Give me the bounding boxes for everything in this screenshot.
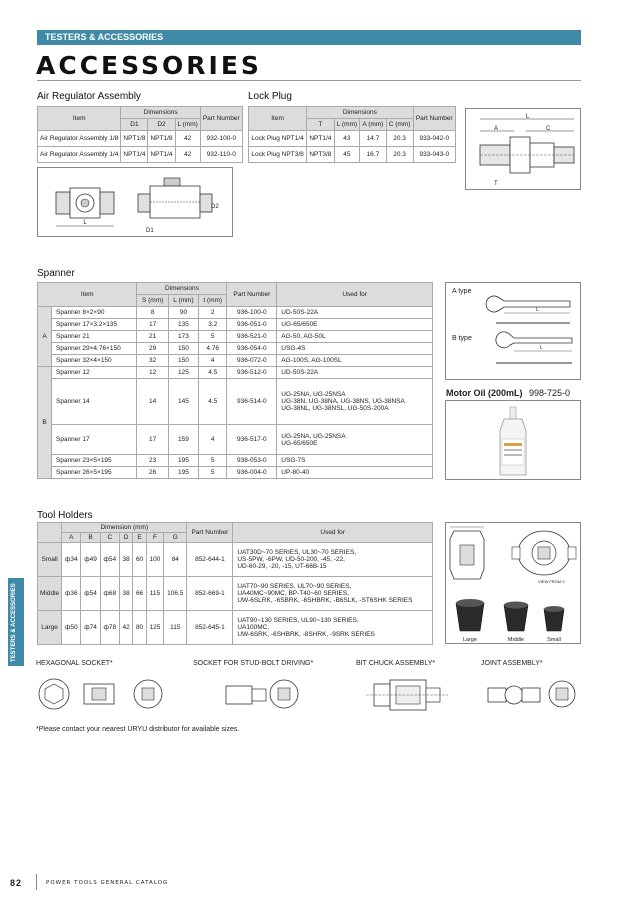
col-l: L (mm)	[334, 119, 360, 131]
col-dimensions: Dimensions	[307, 107, 413, 119]
col-dimensions: Dimensions	[121, 107, 200, 119]
cell-part: 936-100-0	[227, 307, 277, 319]
cell-part: 852-669-1	[187, 577, 233, 611]
tool-holders-title: Tool Holders	[37, 510, 93, 521]
table-row	[249, 131, 456, 147]
cell-part: 936-051-0	[227, 319, 277, 331]
side-tab-label: TESTERS & ACCESSORIES	[11, 583, 17, 662]
label-l: L	[526, 114, 530, 120]
bit-chuck-drawing	[366, 680, 448, 710]
label-middle: Middle	[507, 637, 525, 643]
cell-part: 852-644-1	[187, 543, 233, 577]
cell-used: USG-4S	[277, 343, 433, 355]
tool-holders-table	[37, 522, 433, 645]
cell-item: Spanner 26×5×195	[52, 467, 137, 479]
cell-used	[233, 611, 433, 645]
table-row	[38, 577, 433, 611]
cell-d2: NPT1/4	[148, 147, 175, 163]
cell-part: 936-054-0	[227, 343, 277, 355]
label-l: L	[83, 220, 87, 226]
cell-e: 60	[133, 543, 146, 577]
cell-used: AG-50, AG-50L	[277, 331, 433, 343]
cell-used	[233, 577, 433, 611]
cell-used: AG-100S, AG-100SL	[277, 355, 433, 367]
col-part: Part Number	[413, 107, 455, 131]
table-row	[38, 319, 433, 331]
col-size	[38, 523, 62, 543]
label-d2: D2	[211, 204, 219, 210]
col-c: C	[100, 533, 119, 543]
label-c: C	[546, 126, 551, 132]
col-f: F	[146, 533, 163, 543]
joint-title: JOINT ASSEMBLY*	[481, 660, 543, 667]
col-t: T	[307, 119, 334, 131]
label-l-b: L	[540, 345, 543, 351]
used-line: UW-6SLRK, -6SBRK, -6SHBRK, -B6SLK, -ST6SHK SERIES	[237, 597, 413, 604]
air-regulator-drawing-svg	[38, 168, 234, 238]
cell-used: UP-80-40	[277, 467, 433, 479]
col-used: Used for	[233, 523, 433, 543]
col-g: G	[164, 533, 187, 543]
cell-l: 45	[334, 147, 360, 163]
cell-part: 936-072-0	[227, 355, 277, 367]
stud-socket-drawing	[226, 680, 298, 708]
cell-s: 32	[137, 355, 168, 367]
air-regulator-drawing	[37, 167, 233, 237]
motor-oil-photo	[445, 400, 581, 480]
used-line: UD-60-29, -20, -15, UT-66B-15	[237, 563, 327, 570]
used-line: UAT90~130 SERIES, UL90~130 SERIES,	[237, 617, 359, 624]
col-part: Part Number	[187, 523, 233, 543]
used-line: UA100MC,	[237, 624, 270, 631]
hex-socket-drawing	[39, 679, 162, 709]
cell-f: 115	[146, 577, 163, 611]
col-a: A	[62, 533, 81, 543]
page-title: ACCESSORIES	[36, 51, 262, 80]
cell-size: Small	[38, 543, 62, 577]
label-b-type: B type	[452, 335, 472, 342]
table-row	[38, 543, 433, 577]
cell-part: 852-645-1	[187, 611, 233, 645]
table-row	[38, 611, 433, 645]
cell-b: ф74	[81, 611, 100, 645]
col-s: S (mm)	[137, 295, 168, 307]
used-line: UG-38N, UG-38NA, UG-38NS, UG-38NSA	[281, 398, 405, 405]
label-d1: D1	[146, 228, 154, 234]
table-row	[38, 379, 433, 425]
cell-part: 936-517-0	[227, 425, 277, 455]
cell-l: 159	[168, 425, 198, 455]
cell-l: 42	[175, 147, 200, 163]
cell-l: 135	[168, 319, 198, 331]
availability-note: *Please contact your nearest URYU distributor for available sizes.	[36, 726, 240, 733]
table-row	[38, 367, 433, 379]
lock-plug-title: Lock Plug	[248, 91, 292, 102]
label-small: Small	[547, 637, 561, 643]
lock-plug-table	[248, 106, 456, 163]
cell-item: Lock Plug NPT1/4	[249, 131, 307, 147]
used-line: UG-25NA, UG-25NSA	[281, 432, 346, 440]
air-regulator-table	[37, 106, 243, 163]
cell-used: USG-7S	[277, 455, 433, 467]
cell-s: 26	[137, 467, 168, 479]
cell-t: NPT1/4	[307, 131, 334, 147]
cell-a: ф50	[62, 611, 81, 645]
cell-item: Spanner 29×4.76×150	[52, 343, 137, 355]
cell-c: ф78	[100, 611, 119, 645]
label-large: Large	[462, 637, 478, 643]
cell-part: 932-100-0	[200, 131, 242, 147]
col-part: Part Number	[200, 107, 242, 131]
cell-f: 100	[146, 543, 163, 577]
cell-a: 16.7	[360, 147, 386, 163]
table-row	[38, 455, 433, 467]
cell-l: 125	[168, 367, 198, 379]
cell-a: ф36	[62, 577, 81, 611]
cell-l: 150	[168, 355, 198, 367]
cell-c: ф68	[100, 577, 119, 611]
cell-used	[233, 543, 433, 577]
table-row	[38, 355, 433, 367]
motor-oil-title: Motor Oil (200mL)	[446, 388, 523, 398]
table-row	[38, 425, 433, 455]
page-number: 82	[10, 878, 23, 888]
cell-item: Lock Plug NPT3/8	[249, 147, 307, 163]
cell-item: Spanner 8×2×90	[52, 307, 137, 319]
cell-s: 12	[137, 367, 168, 379]
cell-t: NPT3/8	[307, 147, 334, 163]
cell-s: 17	[137, 319, 168, 331]
cell-d1: NPT1/4	[121, 147, 148, 163]
used-line: UG-65/650E	[281, 439, 318, 447]
col-dimension: Dimension (mm)	[62, 523, 187, 533]
cell-d: 38	[119, 577, 132, 611]
lock-plug-drawing	[465, 108, 581, 190]
cell-part: 933-042-0	[413, 131, 455, 147]
table-row	[38, 147, 243, 163]
used-line: UA40MC~90MC, BP-T40~60 SERIES,	[237, 590, 349, 597]
cell-s: 21	[137, 331, 168, 343]
cell-part: 933-043-0	[413, 147, 455, 163]
table-row	[38, 467, 433, 479]
cell-item: Spanner 14	[52, 379, 137, 425]
col-item: Item	[38, 283, 137, 307]
cell-g: 84	[164, 543, 187, 577]
cell-t: 5	[199, 467, 227, 479]
cell-part: 936-512-0	[227, 367, 277, 379]
col-c: C (mm)	[386, 119, 413, 131]
motor-oil-heading	[446, 388, 570, 398]
cell-item: Air Regulator Assembly 1/4	[38, 147, 121, 163]
cell-used	[277, 379, 433, 425]
category-bar: TESTERS & ACCESSORIES	[37, 30, 581, 45]
cell-t: 4.5	[199, 367, 227, 379]
col-d: D	[119, 533, 132, 543]
col-part: Part Number	[227, 283, 277, 307]
spanner-table	[37, 282, 433, 479]
col-e: E	[133, 533, 146, 543]
cell-item: Air Regulator Assembly 1/8	[38, 131, 121, 147]
cell-l: 145	[168, 379, 198, 425]
table-row	[38, 343, 433, 355]
cell-item: Spanner 17	[52, 425, 137, 455]
table-row	[38, 307, 433, 319]
col-l: L (mm)	[168, 295, 198, 307]
used-line: US-5PW, -6PW, UD-50-200, -45, -22,	[237, 556, 345, 563]
motor-oil-part: 998-725-0	[529, 388, 571, 398]
cell-g: 106.5	[164, 577, 187, 611]
cell-item: Spanner 32×4×150	[52, 355, 137, 367]
cell-t: 3.2	[199, 319, 227, 331]
label-t: T	[494, 181, 498, 187]
cell-size: Large	[38, 611, 62, 645]
side-tab	[8, 578, 24, 666]
cell-used: UG-65/650E	[277, 319, 433, 331]
cell-c: ф54	[100, 543, 119, 577]
cell-d: 38	[119, 543, 132, 577]
footer-divider	[36, 874, 37, 890]
cell-part: 938-053-0	[227, 455, 277, 467]
hex-socket-title: HEXAGONAL SOCKET*	[36, 660, 113, 667]
cell-s: 14	[137, 379, 168, 425]
col-dimensions: Dimensions	[137, 283, 227, 295]
table-row	[249, 147, 456, 163]
cell-s: 29	[137, 343, 168, 355]
cell-used: UD-50S-22A	[277, 367, 433, 379]
cell-l: 195	[168, 467, 198, 479]
cell-l: 43	[334, 131, 360, 147]
cell-e: 66	[133, 577, 146, 611]
col-used: Used for	[277, 283, 433, 307]
cell-part: 932-110-0	[200, 147, 242, 163]
cell-f: 125	[146, 611, 163, 645]
label-a: A	[494, 126, 499, 132]
title-divider	[37, 80, 581, 81]
cell-l: 195	[168, 455, 198, 467]
used-line: UG-25NA, UG-25NSA	[281, 391, 346, 398]
col-item: Item	[38, 107, 121, 131]
table-row	[38, 131, 243, 147]
cell-s: 8	[137, 307, 168, 319]
col-l: L (mm)	[175, 119, 200, 131]
cell-a: ф34	[62, 543, 81, 577]
cell-t: 4	[199, 425, 227, 455]
cell-part: 936-521-0	[227, 331, 277, 343]
spanner-drawing	[445, 282, 581, 380]
air-regulator-title: Air Regulator Assembly	[37, 91, 141, 102]
cell-t: 2	[199, 307, 227, 319]
label-a-type: A type	[452, 288, 472, 295]
col-d2: D2	[148, 119, 175, 131]
used-line: UG-38NL, UG-38NSL, UG-50S-200A	[281, 405, 389, 412]
cell-d: 42	[119, 611, 132, 645]
spanner-title: Spanner	[37, 268, 75, 279]
cell-d1: NPT1/8	[121, 131, 148, 147]
cell-size: Middle	[38, 577, 62, 611]
cell-c: 20.3	[386, 147, 413, 163]
used-line: UW-6SRK, -6SHBRK, -8SHRK, -9SRK SERIES	[237, 631, 375, 638]
cell-t: 4.5	[199, 379, 227, 425]
footer-text: POWER TOOLS GENERAL CATALOG	[46, 880, 169, 886]
col-d1: D1	[121, 119, 148, 131]
cell-l: 90	[168, 307, 198, 319]
cell-item: Spanner 17×3.2×135	[52, 319, 137, 331]
table-row	[38, 331, 433, 343]
oil-bottle-svg	[446, 401, 582, 481]
cell-l: 173	[168, 331, 198, 343]
cell-item: Spanner 12	[52, 367, 137, 379]
cell-t: 4.76	[199, 343, 227, 355]
cell-l: 150	[168, 343, 198, 355]
spanner-drawing-svg	[446, 283, 582, 381]
cell-item: Spanner 23×5×195	[52, 455, 137, 467]
cell-t: 5	[199, 455, 227, 467]
col-a: A (mm)	[360, 119, 386, 131]
cell-g: 115	[164, 611, 187, 645]
cell-s: 17	[137, 425, 168, 455]
cell-item: Spanner 21	[52, 331, 137, 343]
cell-b: ф54	[81, 577, 100, 611]
cell-part: 936-004-0	[227, 467, 277, 479]
cell-c: 20.3	[386, 131, 413, 147]
tool-holder-drawing	[445, 522, 581, 644]
cell-l: 42	[175, 131, 200, 147]
view-label: VIEW FROM C	[538, 579, 566, 584]
sockets-drawings	[36, 674, 584, 718]
col-t: t (mm)	[199, 295, 227, 307]
group-b: B	[38, 367, 52, 479]
cell-used	[277, 425, 433, 455]
bit-chuck-title: BIT CHUCK ASSEMBLY*	[356, 660, 436, 667]
cell-used: UD-50S-22A	[277, 307, 433, 319]
cell-b: ф49	[81, 543, 100, 577]
cell-part: 936-514-0	[227, 379, 277, 425]
cell-t: 5	[199, 331, 227, 343]
cell-t: 4	[199, 355, 227, 367]
used-line: UAT30D~70 SERIES, UL30~70 SERIES,	[237, 549, 357, 556]
cell-e: 80	[133, 611, 146, 645]
cell-a: 14.7	[360, 131, 386, 147]
label-l-a: L	[536, 307, 539, 313]
cell-s: 23	[137, 455, 168, 467]
used-line: UAT70~90 SERIES, UL70~90 SERIES,	[237, 583, 352, 590]
col-b: B	[81, 533, 100, 543]
col-item: Item	[249, 107, 307, 131]
joint-drawing	[488, 681, 575, 707]
tool-holder-drawing-svg	[446, 523, 582, 645]
group-a: A	[38, 307, 52, 367]
cell-d2: NPT1/8	[148, 131, 175, 147]
lock-plug-drawing-svg	[466, 109, 582, 191]
stud-socket-title: SOCKET FOR STUD-BOLT DRIVING*	[193, 660, 314, 667]
